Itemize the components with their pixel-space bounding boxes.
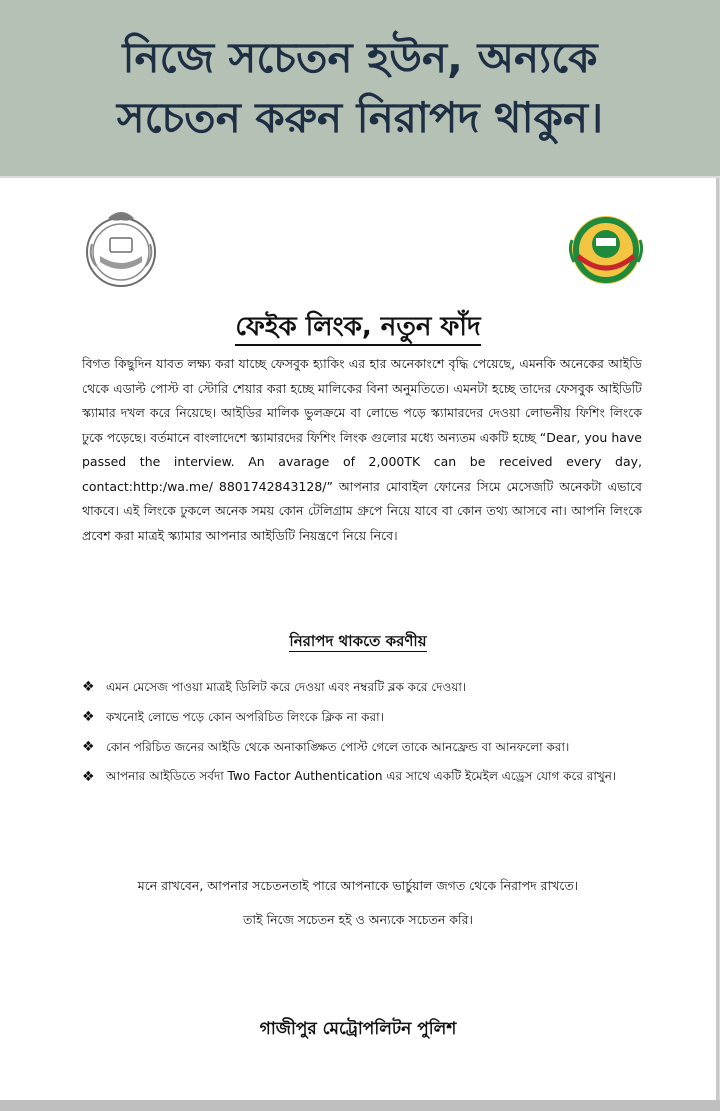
police-emblem-icon (78, 204, 164, 290)
notice-title (0, 306, 716, 350)
tip-text: কখনোই লোভে পড়ে কোন অপরিচিত লিংকে ক্লিক না করা। (106, 710, 384, 724)
list-item (82, 702, 642, 732)
safety-title-text: নিরাপদ থাকতে করণীয় (289, 632, 427, 650)
awareness-banner (0, 0, 720, 176)
banner-line-2: সচেতন করুন নিরাপদ থাকুন। (116, 93, 604, 142)
banner-line-1: নিজে সচেতন হউন, অন্যকে (122, 33, 598, 82)
list-item (82, 732, 642, 762)
notice-title-text: ফেইক লিংক, নতুন ফাঁদ (235, 312, 480, 346)
closing-line-2: তাই নিজে সচেতন হই ও অন্যকে সচেতন করি। (243, 912, 473, 927)
closing-line-1: মনে রাখবেন, আপনার সচেতনতাই পারে আপনাকে ভার্চুয়াল জগত থেকে নিরাপদ রাখতে। (137, 878, 579, 893)
safety-tips-list (82, 672, 642, 790)
bottom-edge (0, 1100, 720, 1111)
safety-section-title (0, 630, 716, 655)
green-circular-emblem-icon (566, 210, 646, 290)
list-item (82, 762, 642, 790)
diamond-bullet-icon: ❖ (82, 679, 95, 695)
tip-text: এমন মেসেজ পাওয়া মাত্রই ডিলিট করে দেওয়া এবং নম্বরটি ব্লক করে দেওয়া। (106, 680, 467, 694)
notice-body: বিগত কিছুদিন যাবত লক্ষ্য করা যাচ্ছে ফেসবুক হ্যাকিং এর হার অনেকাংশে বৃদ্ধি পেয়েছে, এমনকি অনেকের আইডি থেকে এডাল্ট পোস্ট বা স্টোরি শেয়ার করা হচ্ছে মালিকের বিনা অনুমতিতে। এমনটা হচ্ছে তাদের ফেসবুক আইডিটি স্ক্যামার দখল করে নিয়েছে। আইডির মালিক ভুলক্রমে বা লোভে পড়ে স্ক্যামারদের দেওয়া লোভনীয় ফিশিং লিংকে ঢুকে পড়েছে। বর্তমানে বাংলাদেশে স্ক্যামারদের ফিশিং লিংক গুলোর মধ্যে অন্যতম একটি হচ্ছে “Dear, you have passed the interview. An avarage of 2,000TK can be received every day, contact:http:/wa.me/ 8801742843128/” আপনার মোবাইল ফোনের সিমে মেসেজটি অনেকটা এভাবে থাকবে। এই লিংকে ঢুকলে অনেক সময় কোন টেলিগ্রাম গ্রুপে নিয়ে যাবে বা কোন তথ্য আসবে না। আপনি লিংকে প্রবেশ করা মাত্রই স্ক্যামার আপনার আইডিটি নিয়ন্ত্রণে নিয়ে নিবে। (82, 356, 642, 543)
diamond-bullet-icon: ❖ (82, 769, 95, 785)
list-item (82, 672, 642, 702)
tip-text: আপনার আইডিতে সর্বদা Two Factor Authentication এর সাথে একটি ইমেইল এড্রেস যোগ করে রাখুন। (106, 769, 617, 783)
signature: গাজীপুর মেট্রোপলিটন পুলিশ (259, 1019, 457, 1039)
tip-text: কোন পরিচিত জনের আইডি থেকে অনাকাঙ্ক্ষিত পোস্ট গেলে তাকে আনফ্রেন্ড বা আনফলো করা। (106, 740, 570, 754)
diamond-bullet-icon: ❖ (82, 739, 95, 755)
notice-sheet (0, 178, 719, 1100)
diamond-bullet-icon: ❖ (82, 709, 95, 725)
